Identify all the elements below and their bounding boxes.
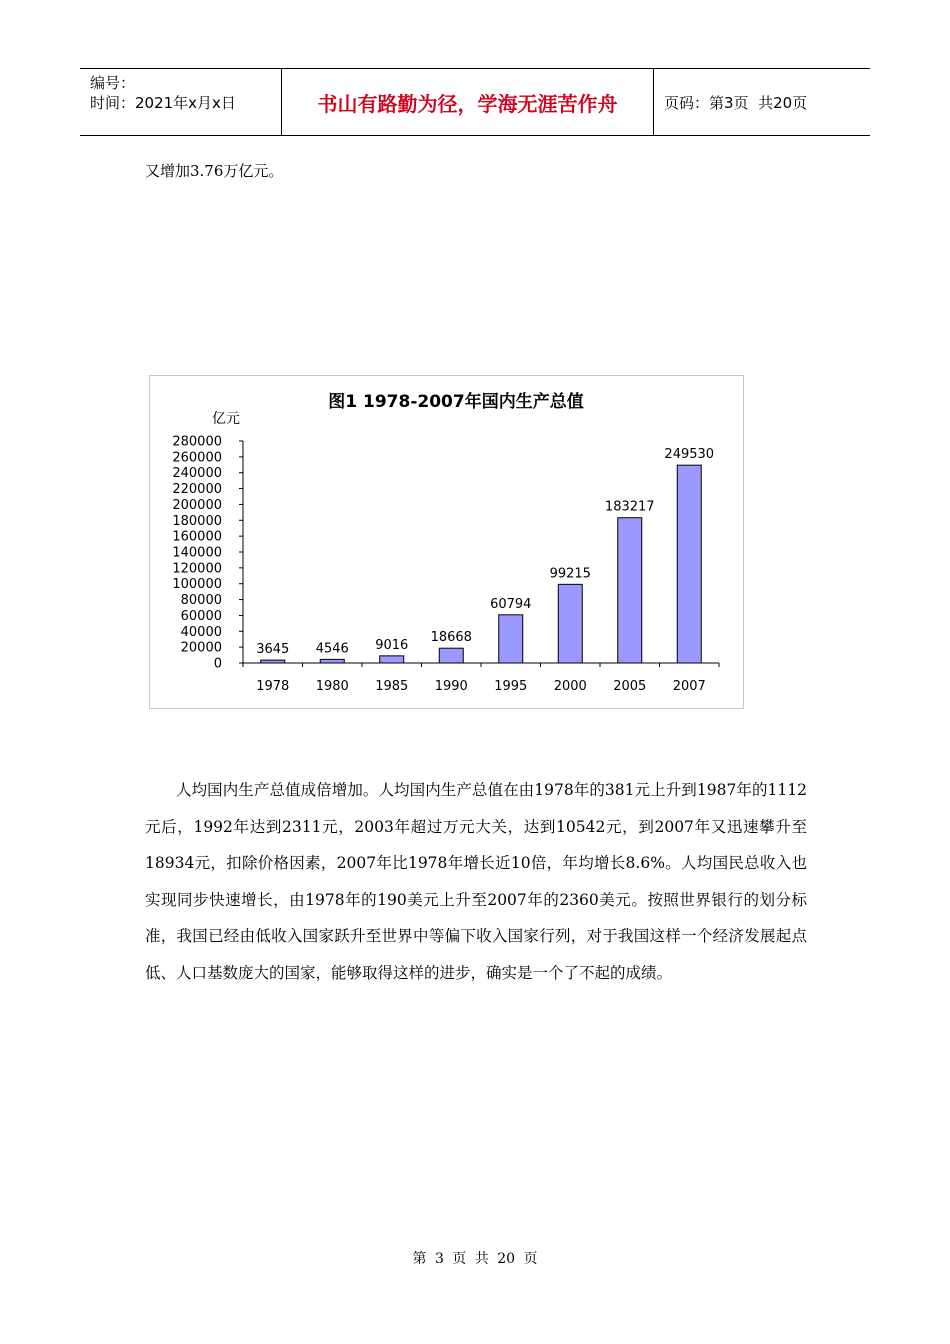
y-tick-label: 260000 <box>172 450 222 466</box>
data-label-1990: 18668 <box>430 630 472 646</box>
data-label-1980: 4546 <box>315 641 349 657</box>
y-tick-label: 40000 <box>180 624 222 640</box>
x-tick-label-1990: 1990 <box>434 679 468 694</box>
x-tick-label-2000: 2000 <box>553 679 587 694</box>
x-tick-label-2007: 2007 <box>672 679 706 694</box>
bar-1978 <box>261 660 285 663</box>
body-paragraph-block <box>145 772 807 991</box>
chart-title: 图1 1978-2007年国内生产总值 <box>328 392 584 412</box>
bar-2007 <box>677 465 701 663</box>
y-tick-label: 20000 <box>180 640 222 656</box>
document-number-label: 编号： <box>90 74 136 92</box>
y-tick-label: 160000 <box>172 529 222 545</box>
y-tick-label: 80000 <box>180 593 222 609</box>
continued-text-line: 又增加3.76万亿元。 <box>145 162 284 180</box>
y-tick-label: 100000 <box>172 577 222 593</box>
bar-1980 <box>320 659 344 663</box>
x-tick-label-2005: 2005 <box>613 679 647 694</box>
document-date-label: 时间：2021年x月x日 <box>90 94 236 112</box>
data-label-2000: 99215 <box>549 566 591 582</box>
y-tick-label: 220000 <box>172 482 222 498</box>
chart-canvas <box>150 376 743 708</box>
y-tick-label: 280000 <box>172 434 222 450</box>
y-tick-label: 60000 <box>180 608 222 624</box>
y-tick-label: 180000 <box>172 513 222 529</box>
page-footer: 第 3 页 共 20 页 <box>412 1251 538 1267</box>
data-label-2005: 183217 <box>604 499 655 515</box>
y-tick-label: 0 <box>213 656 222 672</box>
x-tick-label-1985: 1985 <box>375 679 409 694</box>
y-tick-label: 140000 <box>172 545 222 561</box>
y-axis-label: 亿元 <box>212 411 240 427</box>
x-tick-label-1995: 1995 <box>494 679 528 694</box>
data-label-1978: 3645 <box>256 642 290 658</box>
y-tick-label: 120000 <box>172 561 222 577</box>
y-tick-label: 240000 <box>172 466 222 482</box>
bar-1995 <box>499 615 523 663</box>
y-tick-label: 200000 <box>172 497 222 513</box>
data-label-1995: 60794 <box>490 596 532 612</box>
bar-1985 <box>380 656 404 663</box>
header-page-info <box>654 69 870 135</box>
header-page-label: 页码：第3页 共20页 <box>664 93 808 112</box>
data-label-2007: 249530 <box>664 447 715 463</box>
x-tick-label-1980: 1980 <box>315 679 349 694</box>
body-paragraph: 人均国内生产总值成倍增加。人均国内生产总值在由1978年的381元上升到1987年的1112元后，1992年达到2311元，2003年超过万元大关，达到10542元，到2007年又迅速攀升至18934元，扣除价格因素，2007年比1978年增长近10倍，年均增长8.6%。人均国民总收入也实现同步快速增长，由1978年的190美元上升至2007年的2360美元。按照世界银行的划分标准，我国已经由低收入国家跃升至世界中等偏下收入国家行列，对于我国这样一个经济发展起点低、人口基数庞大的国家，能够取得这样的进步，确实是一个了不起的成绩。 <box>145 781 807 982</box>
data-label-1985: 9016 <box>375 637 409 653</box>
x-tick-label-1978: 1978 <box>256 679 290 694</box>
bar-1990 <box>439 648 463 663</box>
bar-2000 <box>558 584 582 663</box>
bar-2005 <box>618 518 642 663</box>
header-meta <box>80 69 281 135</box>
gdp-bar-chart <box>149 375 744 709</box>
document-header <box>80 68 870 136</box>
header-motto: 书山有路勤为径，学海无涯苦作舟 <box>281 69 654 135</box>
